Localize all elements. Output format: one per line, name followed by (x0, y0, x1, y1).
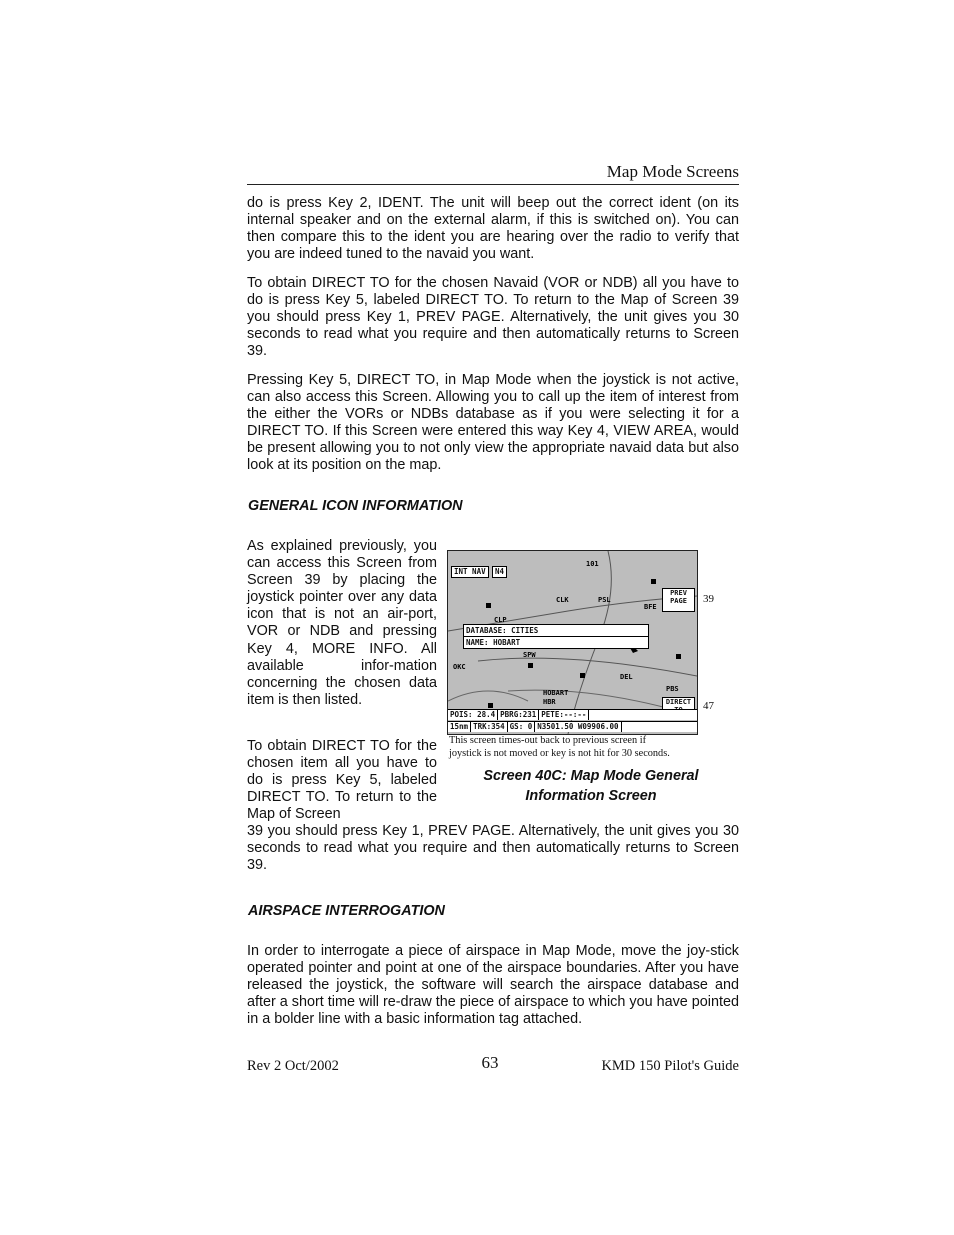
poi-marker (488, 703, 493, 708)
waypoint-label: CLK (556, 596, 569, 604)
poi-marker (580, 673, 585, 678)
paragraph-airspace: In order to interrogate a piece of airspace in Map Mode, move the joy-stick operated pointer and point at one of the airspace boundaries. After you have released the joystick, the software will search the airspace database and after a short time will re-draw the piece of airspace to which you have pointed in a bolder line with a basic information tag attached. (247, 943, 739, 1028)
waypoint-label: SPW (523, 651, 536, 659)
popup-name-line: NAME: HOBART (466, 638, 521, 647)
paragraph-ident: do is press Key 2, IDENT. The unit will beep out the correct ident (on its internal speaker and on the external alarm, if this is switched on). You can then compare this to the ident you are hearing over the radio to verify that you are indeed tuned to the navaid you want. (247, 195, 739, 263)
figure-caption: Screen 40C: Map Mode General Information Screen (483, 768, 699, 804)
status-row-bottom: 15nm TRK:354 GS: 0 N3501.50 W09906.00 (448, 721, 697, 732)
mode-label: INT NAV (451, 566, 489, 578)
waypoint-label: HOBART (543, 689, 569, 697)
footer-page-number: 63 (481, 1053, 499, 1072)
waypoint-label: DEL (620, 673, 633, 681)
poi-marker (651, 579, 656, 584)
prev-page-softkey[interactable]: PREV PAGE (662, 588, 695, 612)
poi-marker (528, 663, 533, 668)
screen-timeout-note: This screen times-out back to previous screen if joystick is not moved or key is not hit for 30 seconds. (449, 735, 670, 759)
paragraph-pressing-key5: Pressing Key 5, DIRECT TO, in Map Mode when the joystick is not active, can also access this Screen. Allowing you to call up the item of interest from the either the VORs or NDBs database as if you were selecting it for a DIRECT TO. If this Screen were entered this way Key 4, VIEW AREA, would be present allowing you to not only view the appropriate navaid data but also look at its position on the map. (247, 372, 739, 474)
header-rule (247, 184, 739, 185)
popup-database-line: DATABASE: CITIES (464, 625, 648, 637)
key-number-39: 39 (703, 593, 714, 605)
waypoint-label: OKC (453, 663, 466, 671)
heading-general-icon-information: GENERAL ICON INFORMATION (248, 498, 463, 514)
waypoint-label: 101 (586, 560, 599, 568)
map-screen-illustration (447, 550, 698, 735)
footer-guide-title: KMD 150 Pilot's Guide (601, 1058, 739, 1074)
waypoint-label: CLP (494, 616, 507, 624)
waypoint-label: PSL (598, 596, 611, 604)
waypoint-label: PBS (666, 685, 679, 693)
poi-marker (676, 654, 681, 659)
waypoint-label: HBR (543, 698, 556, 706)
paragraph-direct-to-navaid: To obtain DIRECT TO for the chosen Navaid (VOR or NDB) all you have to do is press Key 5, labeled DIRECT TO. To return to the Map of Screen 39 you should press Key 1, PREV PAGE. Alternatively, the unit gives you 30 seconds to read what you require and then automatically returns to Screen 39. (247, 275, 739, 360)
poi-marker (486, 603, 491, 608)
waypoint-label: BFE (644, 603, 657, 611)
heading-airspace-interrogation: AIRSPACE INTERROGATION (248, 903, 445, 919)
paragraph-icon-direct-to-continued: 39 you should press Key 1, PREV PAGE. Alternatively, the unit gives you 30 seconds to read what you require and then automatically returns to Screen 39. (247, 823, 739, 874)
footer-revision: Rev 2 Oct/2002 (247, 1058, 339, 1074)
info-popup (463, 624, 649, 649)
key-number-47: 47 (703, 700, 714, 712)
paragraph-icon-access: As explained previously, you can access this Screen from Screen 39 by placing the joystick pointer over any data icon that is not an air-port, VOR or NDB and pressing Key 4, MORE INFO. All available infor-mation concerning the chosen data item is then listed. (247, 538, 437, 708)
paragraph-icon-direct-to: To obtain DIRECT TO for the chosen item all you have to do is press Key 5, labeled DIRECT TO. To return to the Map of Screen (247, 738, 437, 823)
range-tag: N4 (492, 566, 507, 578)
status-row-top: POIS: 28.4 PBRG:231 PETE:--:-- (448, 709, 697, 720)
page-header-title: Map Mode Screens (606, 162, 739, 181)
direct-to-softkey[interactable]: DIRECT (662, 697, 695, 719)
